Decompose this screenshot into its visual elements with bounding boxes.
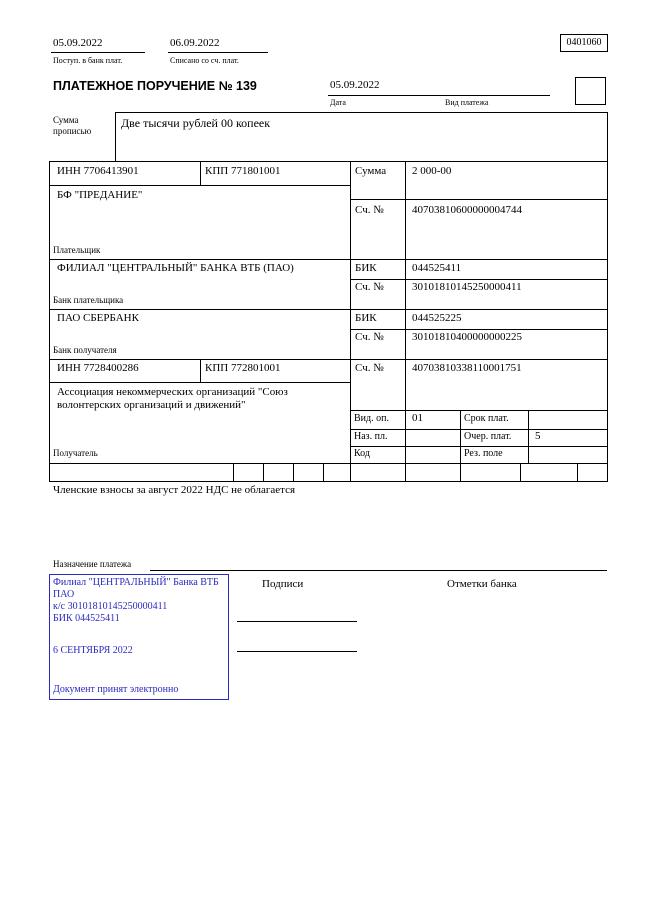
signature-line xyxy=(237,651,357,652)
payer-name: БФ "ПРЕДАНИЕ" xyxy=(57,189,143,201)
form-code-box: 0401060 xyxy=(560,34,608,52)
divider xyxy=(323,463,324,481)
code-label: Код xyxy=(354,448,370,459)
payer-bank-account: 30101810145250000411 xyxy=(412,281,522,293)
operation-type-label: Вид. оп. xyxy=(354,413,389,424)
signatures-heading: Подписи xyxy=(262,578,304,590)
payee-section-label: Получатель xyxy=(53,448,98,458)
payment-type-label: Вид платежа xyxy=(445,98,489,107)
payer-bank-name: ФИЛИАЛ "ЦЕНТРАЛЬНЫЙ" БАНКА ВТБ (ПАО) xyxy=(57,262,294,274)
payer-bank-bik: 044525411 xyxy=(412,262,462,274)
bank-marks-heading: Отметки банка xyxy=(447,578,517,590)
payer-section-label: Плательщик xyxy=(53,245,101,255)
payee-bank-section-label: Банк получателя xyxy=(53,345,117,355)
payer-kpp: КПП 771801001 xyxy=(205,165,281,177)
divider xyxy=(350,161,351,481)
payment-type-value-box xyxy=(575,77,606,105)
payee-bank-bik-label: БИК xyxy=(355,312,377,324)
stamp-date: 6 СЕНТЯБРЯ 2022 xyxy=(53,645,133,656)
divider xyxy=(528,410,529,463)
divider xyxy=(51,52,145,53)
debited-from-account-label: Списано со сч. плат. xyxy=(170,56,239,65)
divider xyxy=(460,410,461,481)
stamp-corr-account: к/с 30101810145250000411 xyxy=(53,601,168,612)
divider xyxy=(49,481,608,482)
payer-account-label: Сч. № xyxy=(355,204,384,216)
stamp-bank-name: Филиал "ЦЕНТРАЛЬНЫЙ" Банка ВТБ ПАО xyxy=(53,577,219,600)
payee-bank-account: 30101810400000000225 xyxy=(412,331,522,343)
table-border-left xyxy=(49,161,50,481)
table-border-right xyxy=(607,112,608,481)
divider xyxy=(350,446,607,447)
received-in-bank-date: 05.09.2022 xyxy=(53,37,103,49)
divider xyxy=(405,161,406,481)
payee-account: 40703810338110001751 xyxy=(412,362,522,374)
document-date: 05.09.2022 xyxy=(330,79,380,91)
reserve-field-label: Рез. поле xyxy=(464,448,503,459)
payee-name: Ассоциация некоммерческих организаций "Союз волонтерских организаций и движений" xyxy=(57,386,288,411)
payer-inn: ИНН 7706413901 xyxy=(57,165,139,177)
divider xyxy=(350,279,607,280)
payer-account: 40703810600000004744 xyxy=(412,204,522,216)
divider xyxy=(168,52,268,53)
divider xyxy=(49,161,608,162)
document-title: ПЛАТЕЖНОЕ ПОРУЧЕНИЕ № 139 xyxy=(53,79,257,93)
amount-value: 2 000-00 xyxy=(412,165,452,177)
divider xyxy=(49,463,608,464)
divider xyxy=(49,309,608,310)
received-in-bank-label: Поступ. в банк плат. xyxy=(53,56,123,65)
payee-kpp: КПП 772801001 xyxy=(205,362,281,374)
divider xyxy=(150,570,607,571)
divider xyxy=(49,359,608,360)
signature-line xyxy=(237,621,357,622)
divider xyxy=(350,410,607,411)
divider xyxy=(350,329,607,330)
payment-priority-label: Очер. плат. xyxy=(464,431,512,442)
payer-bank-bik-label: БИК xyxy=(355,262,377,274)
amount-in-words-value: Две тысячи рублей 00 копеек xyxy=(121,116,271,130)
divider xyxy=(520,463,521,481)
operation-type-value: 01 xyxy=(412,412,423,424)
amount-in-words-label: Сумма прописью xyxy=(53,115,92,136)
payee-account-label: Сч. № xyxy=(355,362,384,374)
stamp-bik: БИК 044525411 xyxy=(53,613,120,624)
divider xyxy=(49,382,350,383)
debited-from-account-date: 06.09.2022 xyxy=(170,37,220,49)
date-label: Дата xyxy=(330,98,346,107)
divider xyxy=(200,359,201,382)
divider xyxy=(49,185,350,186)
payment-term-label: Срок плат. xyxy=(464,413,509,424)
payer-bank-account-label: Сч. № xyxy=(355,281,384,293)
divider xyxy=(115,112,608,113)
amount-label: Сумма xyxy=(355,165,387,177)
payment-purpose-label: Назначение платежа xyxy=(53,559,132,569)
payee-bank-bik: 044525225 xyxy=(412,312,462,324)
payment-purpose-text: Членские взносы за август 2022 НДС не облагается xyxy=(53,484,296,496)
payment-priority-value: 5 xyxy=(535,430,541,442)
divider xyxy=(200,161,201,185)
divider xyxy=(293,463,294,481)
divider xyxy=(263,463,264,481)
divider xyxy=(577,463,578,481)
payment-purpose-code-label: Наз. пл. xyxy=(354,431,388,442)
payee-inn: ИНН 7728400286 xyxy=(57,362,139,374)
stamp-status: Документ принят электронно xyxy=(53,684,179,695)
payer-bank-section-label: Банк плательщика xyxy=(53,295,124,305)
divider xyxy=(350,429,607,430)
divider xyxy=(115,112,116,161)
payee-bank-account-label: Сч. № xyxy=(355,331,384,343)
payee-bank-name: ПАО СБЕРБАНК xyxy=(57,312,139,324)
divider xyxy=(350,199,607,200)
divider xyxy=(49,259,608,260)
divider xyxy=(233,463,234,481)
divider xyxy=(328,95,550,96)
